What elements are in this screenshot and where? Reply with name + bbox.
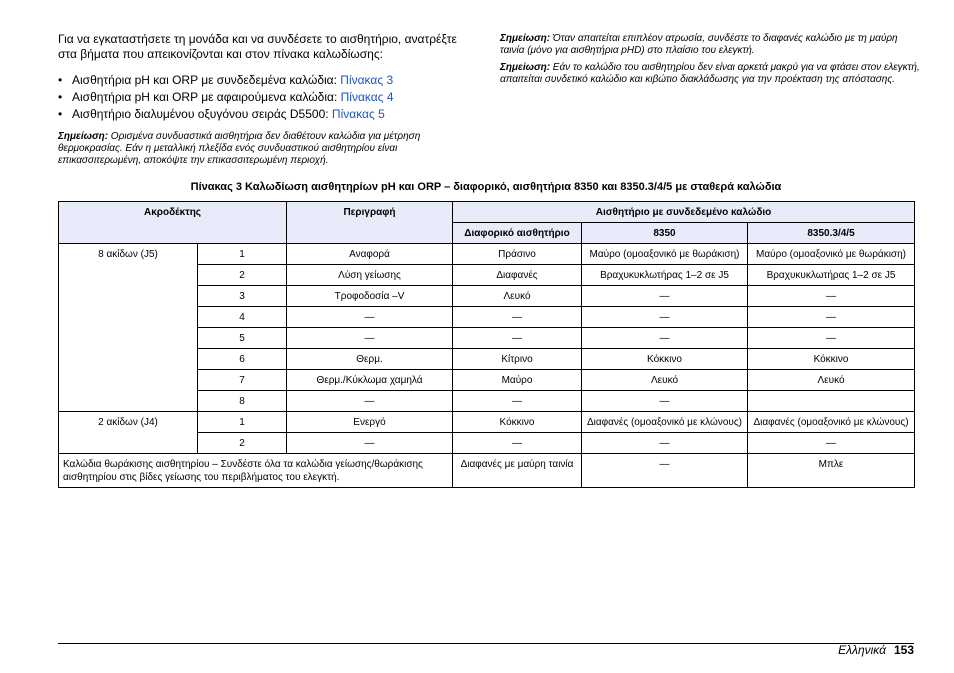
note-immunity xyxy=(500,33,920,57)
table-row xyxy=(59,412,915,433)
table-3-link[interactable]: Πίνακας 3 xyxy=(340,73,394,87)
header-sensor-group: Αισθητήριο με συνδεδεμένο καλώδιο xyxy=(453,202,915,223)
note-extension xyxy=(500,62,920,86)
s8350-345-cell: Λευκό xyxy=(748,370,915,391)
bullet-icon: • xyxy=(58,90,63,104)
page-number: 153 xyxy=(893,643,914,657)
differential-cell: Λευκό xyxy=(453,286,582,307)
list-item-text: Αισθητήριο διαλυμένου οξυγόνου σειράς D5500: xyxy=(72,107,332,121)
s8350-cell: — xyxy=(582,328,748,349)
table-row xyxy=(59,244,915,265)
s8350-cell: — xyxy=(582,286,748,307)
table-4-link[interactable]: Πίνακας 4 xyxy=(340,90,394,104)
list-item-text: Αισθητήρια pH και ORP με αφαιρούμενα καλώδια: xyxy=(72,90,341,104)
s8350-345-cell: — xyxy=(748,433,915,454)
right-column xyxy=(500,33,920,86)
table-caption: Πίνακας 3 Καλωδίωση αισθητηρίων pH και ORP – διαφορικό, αισθητήρια 8350 και 8350.3/4/5 με σταθερά καλώδια xyxy=(190,181,782,193)
pin-cell: 2 xyxy=(198,433,287,454)
s8350-cell: — xyxy=(582,454,748,488)
table-row xyxy=(59,454,915,488)
s8350-cell: — xyxy=(582,307,748,328)
description-cell: Λύση γείωσης xyxy=(287,265,453,286)
description-cell: Ενεργό xyxy=(287,412,453,433)
differential-cell: — xyxy=(453,307,582,328)
differential-cell: — xyxy=(453,391,582,412)
list-item xyxy=(58,106,478,123)
differential-cell: Κίτρινο xyxy=(453,349,582,370)
s8350-345-cell: Μαύρο (ομοαξονικό με θωράκιση) xyxy=(748,244,915,265)
header-8350: 8350 xyxy=(582,223,748,244)
intro-paragraph: Για να εγκαταστήσετε τη μονάδα και να συνδέσετε το αισθητήριο, ανατρέξτε στα βήματα που απεικονίζονται και στον πίνακα καλωδίωσης: xyxy=(58,32,457,61)
note-label: Σημείωση: xyxy=(500,62,551,73)
left-column xyxy=(58,32,478,167)
pin-cell: 5 xyxy=(198,328,287,349)
description-cell: Θερμ. xyxy=(287,349,453,370)
pin-cell: 8 xyxy=(198,391,287,412)
note-text: Όταν απαιτείται επιπλέον ατρωσία, συνδέστε το διαφανές καλώδιο με τη μαύρη ταινία (μόνο για αισθητήρια pHD) στο πλαίσιο του ελεγκτή. xyxy=(500,33,898,56)
s8350-345-cell: — xyxy=(748,307,915,328)
list-item xyxy=(58,89,478,106)
differential-cell: — xyxy=(453,328,582,349)
description-cell: Αναφορά xyxy=(287,244,453,265)
table-5-link[interactable]: Πίνακας 5 xyxy=(331,107,385,121)
pin-cell: 7 xyxy=(198,370,287,391)
s8350-cell: Λευκό xyxy=(582,370,748,391)
list-item-text: Αισθητήρια pH και ORP με συνδεδεμένα καλώδια: xyxy=(72,73,341,87)
differential-cell: Πράσινο xyxy=(453,244,582,265)
differential-cell: Διαφανές xyxy=(453,265,582,286)
note-text: Ορισμένα συνδυαστικά αισθητήρια δεν διαθέτουν καλώδια για μέτρηση θερμοκρασίας. Εάν η μεταλλική πλεξίδα ενός συνδυαστικού αισθητηρίου είναι επικασσιτερωμένη, αποκόψτε την επικασσιτερωμένη περιοχή. xyxy=(58,131,421,166)
s8350-cell: Κόκκινο xyxy=(582,349,748,370)
group-label: 2 ακίδων (J4) xyxy=(59,412,198,454)
header-description: Περιγραφή xyxy=(287,202,453,244)
description-cell: — xyxy=(287,391,453,412)
s8350-345-cell: — xyxy=(748,286,915,307)
description-cell: — xyxy=(287,307,453,328)
differential-cell: Κόκκινο xyxy=(453,412,582,433)
pin-cell: 4 xyxy=(198,307,287,328)
description-cell: — xyxy=(287,328,453,349)
note-label: Σημείωση: xyxy=(58,131,109,142)
sensor-type-list xyxy=(58,72,478,123)
s8350-345-cell: Διαφανές (ομοαξονικό με κλώνους) xyxy=(748,412,915,433)
s8350-cell: Διαφανές (ομοαξονικό με κλώνους) xyxy=(582,412,748,433)
header-differential: Διαφορικό αισθητήριο xyxy=(453,223,582,244)
pin-cell: 1 xyxy=(198,244,287,265)
s8350-345-cell: Βραχυκυκλωτήρας 1–2 σε J5 xyxy=(748,265,915,286)
note-text: Εάν το καλώδιο του αισθητηρίου δεν είναι αρκετά μακρύ για να φτάσει στον ελεγκτή, απαιτείται συνδετικό καλώδιο και κιβώτιο διακλάδωσης για την προέκταση της απόστασης. xyxy=(500,62,920,85)
differential-cell: Διαφανές με μαύρη ταινία xyxy=(453,454,582,488)
bullet-icon: • xyxy=(58,73,63,87)
group-label: 8 ακίδων (J5) xyxy=(59,244,198,412)
page-footer xyxy=(838,643,914,657)
s8350-cell: — xyxy=(582,391,748,412)
pin-cell: 2 xyxy=(198,265,287,286)
description-cell: Θερμ./Κύκλωμα χαμηλά xyxy=(287,370,453,391)
s8350-345-cell xyxy=(748,391,915,412)
s8350-345-cell: Κόκκινο xyxy=(748,349,915,370)
footer-divider xyxy=(58,643,914,644)
wiring-table xyxy=(58,201,915,488)
pin-cell: 3 xyxy=(198,286,287,307)
differential-cell: Μαύρο xyxy=(453,370,582,391)
footer-language: Ελληνικά xyxy=(838,643,886,657)
bullet-icon: • xyxy=(58,107,63,121)
s8350-cell: Μαύρο (ομοαξονικό με θωράκιση) xyxy=(582,244,748,265)
description-cell: Τροφοδοσία –V xyxy=(287,286,453,307)
description-cell: — xyxy=(287,433,453,454)
pin-cell: 1 xyxy=(198,412,287,433)
header-terminal: Ακροδέκτης xyxy=(59,202,287,244)
shield-wires-cell: Καλώδια θωράκισης αισθητηρίου – Συνδέστε όλα τα καλώδια γείωσης/θωράκισης αισθητηρίου στις βίδες γείωσης του περιβλήματος του ελεγκτή. xyxy=(59,454,453,488)
note-label: Σημείωση: xyxy=(500,33,551,44)
s8350-cell: — xyxy=(582,433,748,454)
pin-cell: 6 xyxy=(198,349,287,370)
s8350-345-cell: — xyxy=(748,328,915,349)
list-item xyxy=(58,72,478,89)
note-thermo xyxy=(58,131,478,167)
header-8350-345: 8350.3/4/5 xyxy=(748,223,915,244)
s8350-cell: Βραχυκυκλωτήρας 1–2 σε J5 xyxy=(582,265,748,286)
differential-cell: — xyxy=(453,433,582,454)
s8350-345-cell: Μπλε xyxy=(748,454,915,488)
